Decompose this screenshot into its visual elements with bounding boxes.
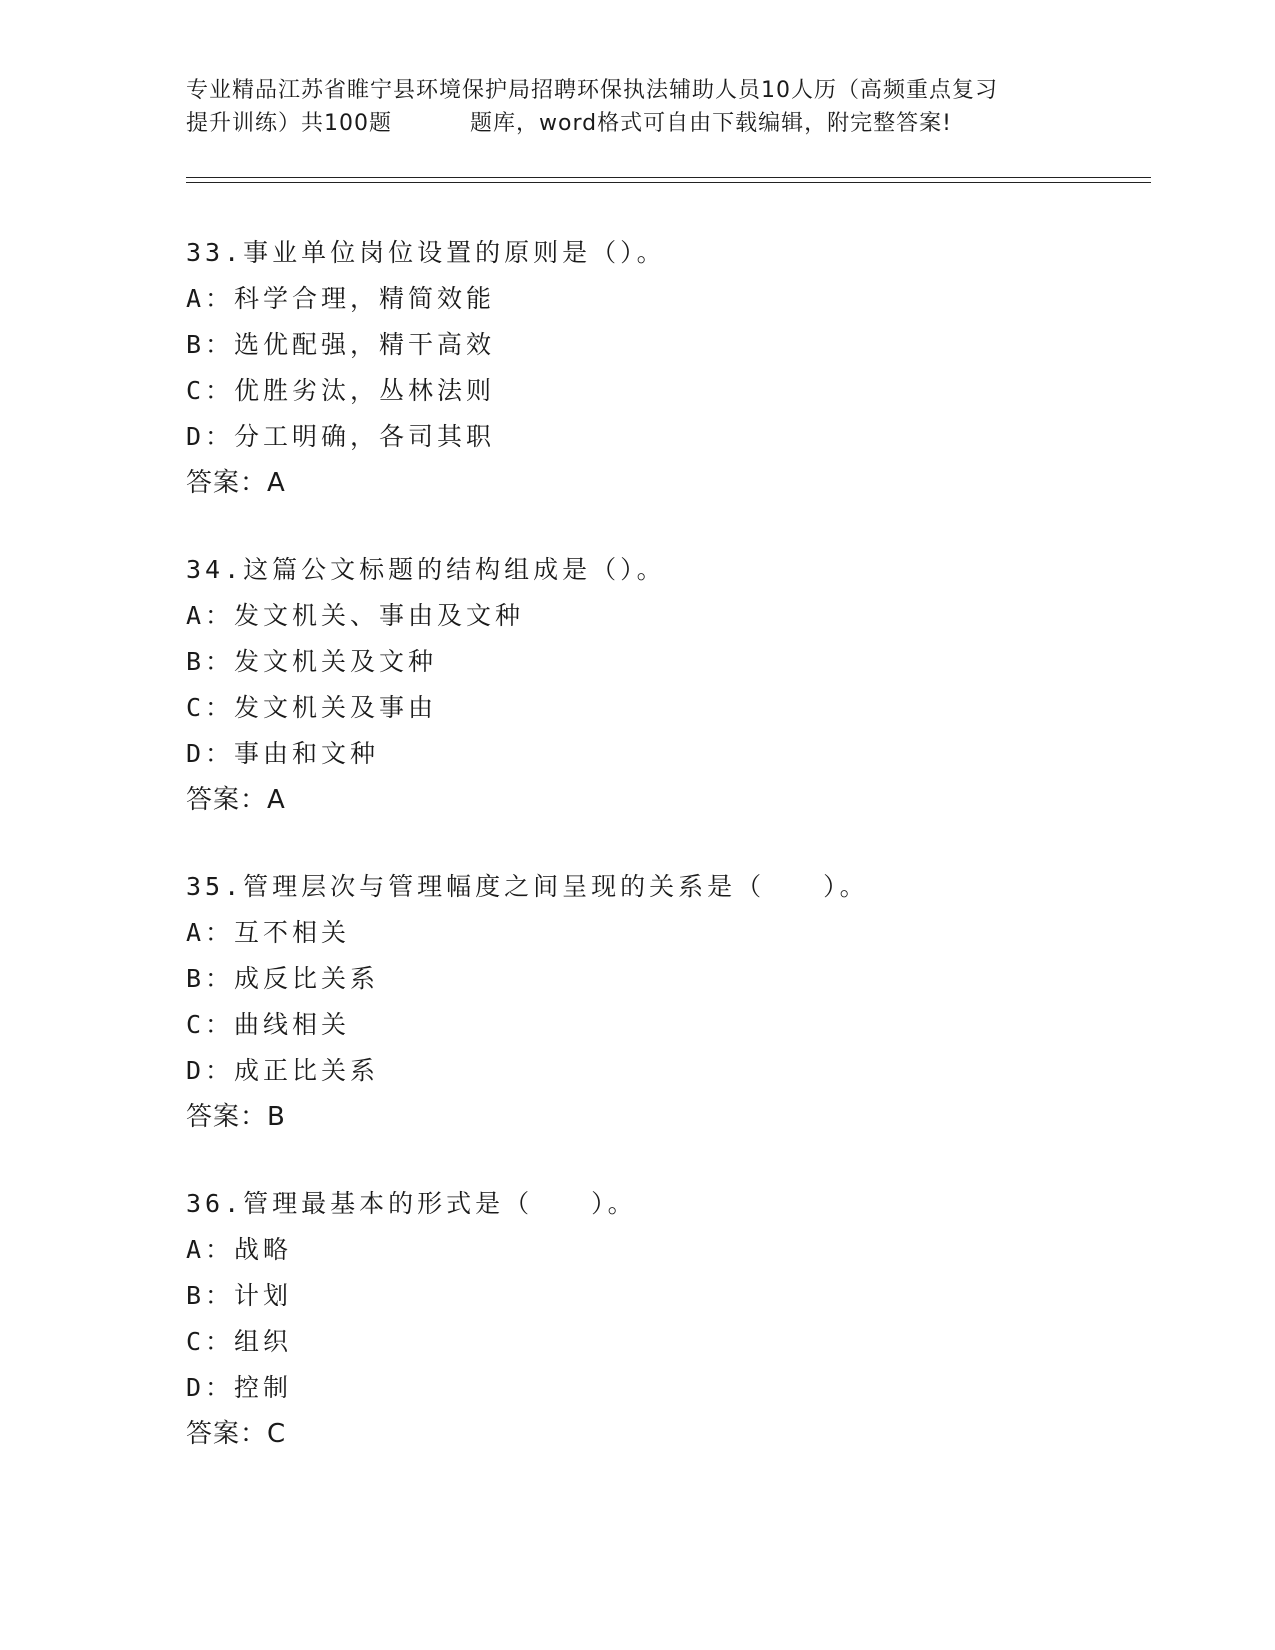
option-b: B：发文机关及文种 [186,647,438,676]
option-a: A：战略 [186,1235,293,1264]
question-34 [186,547,1146,823]
question-stem: 33.事业单位岗位设置的原则是（）。 [186,238,666,267]
option-c: C：优胜劣汰，丛林法则 [186,376,496,405]
question-stem: 35.管理层次与管理幅度之间呈现的关系是（ ）。 [186,872,869,901]
question-36 [186,1181,1146,1457]
option-d: D：分工明确，各司其职 [186,422,496,451]
option-d: D：成正比关系 [186,1056,380,1085]
option-b: B：选优配强，精干高效 [186,330,496,359]
header-divider-bottom [186,182,1151,183]
document-header [186,74,1086,140]
question-33 [186,230,1146,506]
header-title-part1: 提升训练）共100题 [186,111,392,136]
header-title-line1: 专业精品江苏省睢宁县环境保护局招聘环保执法辅助人员10人历（高频重点复习 [186,78,998,103]
option-d: D：事由和文种 [186,739,380,768]
question-stem: 34.这篇公文标题的结构组成是（）。 [186,555,666,584]
option-a: A：科学合理，精简效能 [186,284,496,313]
header-title-part2: 题库，word格式可自由下载编辑，附完整答案! [470,111,952,136]
option-b: B：计划 [186,1281,293,1310]
question-35 [186,864,1146,1140]
question-stem: 36.管理最基本的形式是（ ）。 [186,1189,637,1218]
option-a: A：互不相关 [186,918,351,947]
option-d: D：控制 [186,1373,293,1402]
option-b: B：成反比关系 [186,964,380,993]
option-c: C：发文机关及事由 [186,693,438,722]
answer: 答案：C [186,1419,287,1449]
option-a: A：发文机关、事由及文种 [186,601,525,630]
option-c: C：曲线相关 [186,1010,351,1039]
answer: 答案：B [186,1102,286,1132]
header-title-line2 [186,107,1086,140]
option-c: C：组织 [186,1327,293,1356]
header-divider-top [186,177,1151,178]
answer: 答案：A [186,468,286,498]
answer: 答案：A [186,785,286,815]
